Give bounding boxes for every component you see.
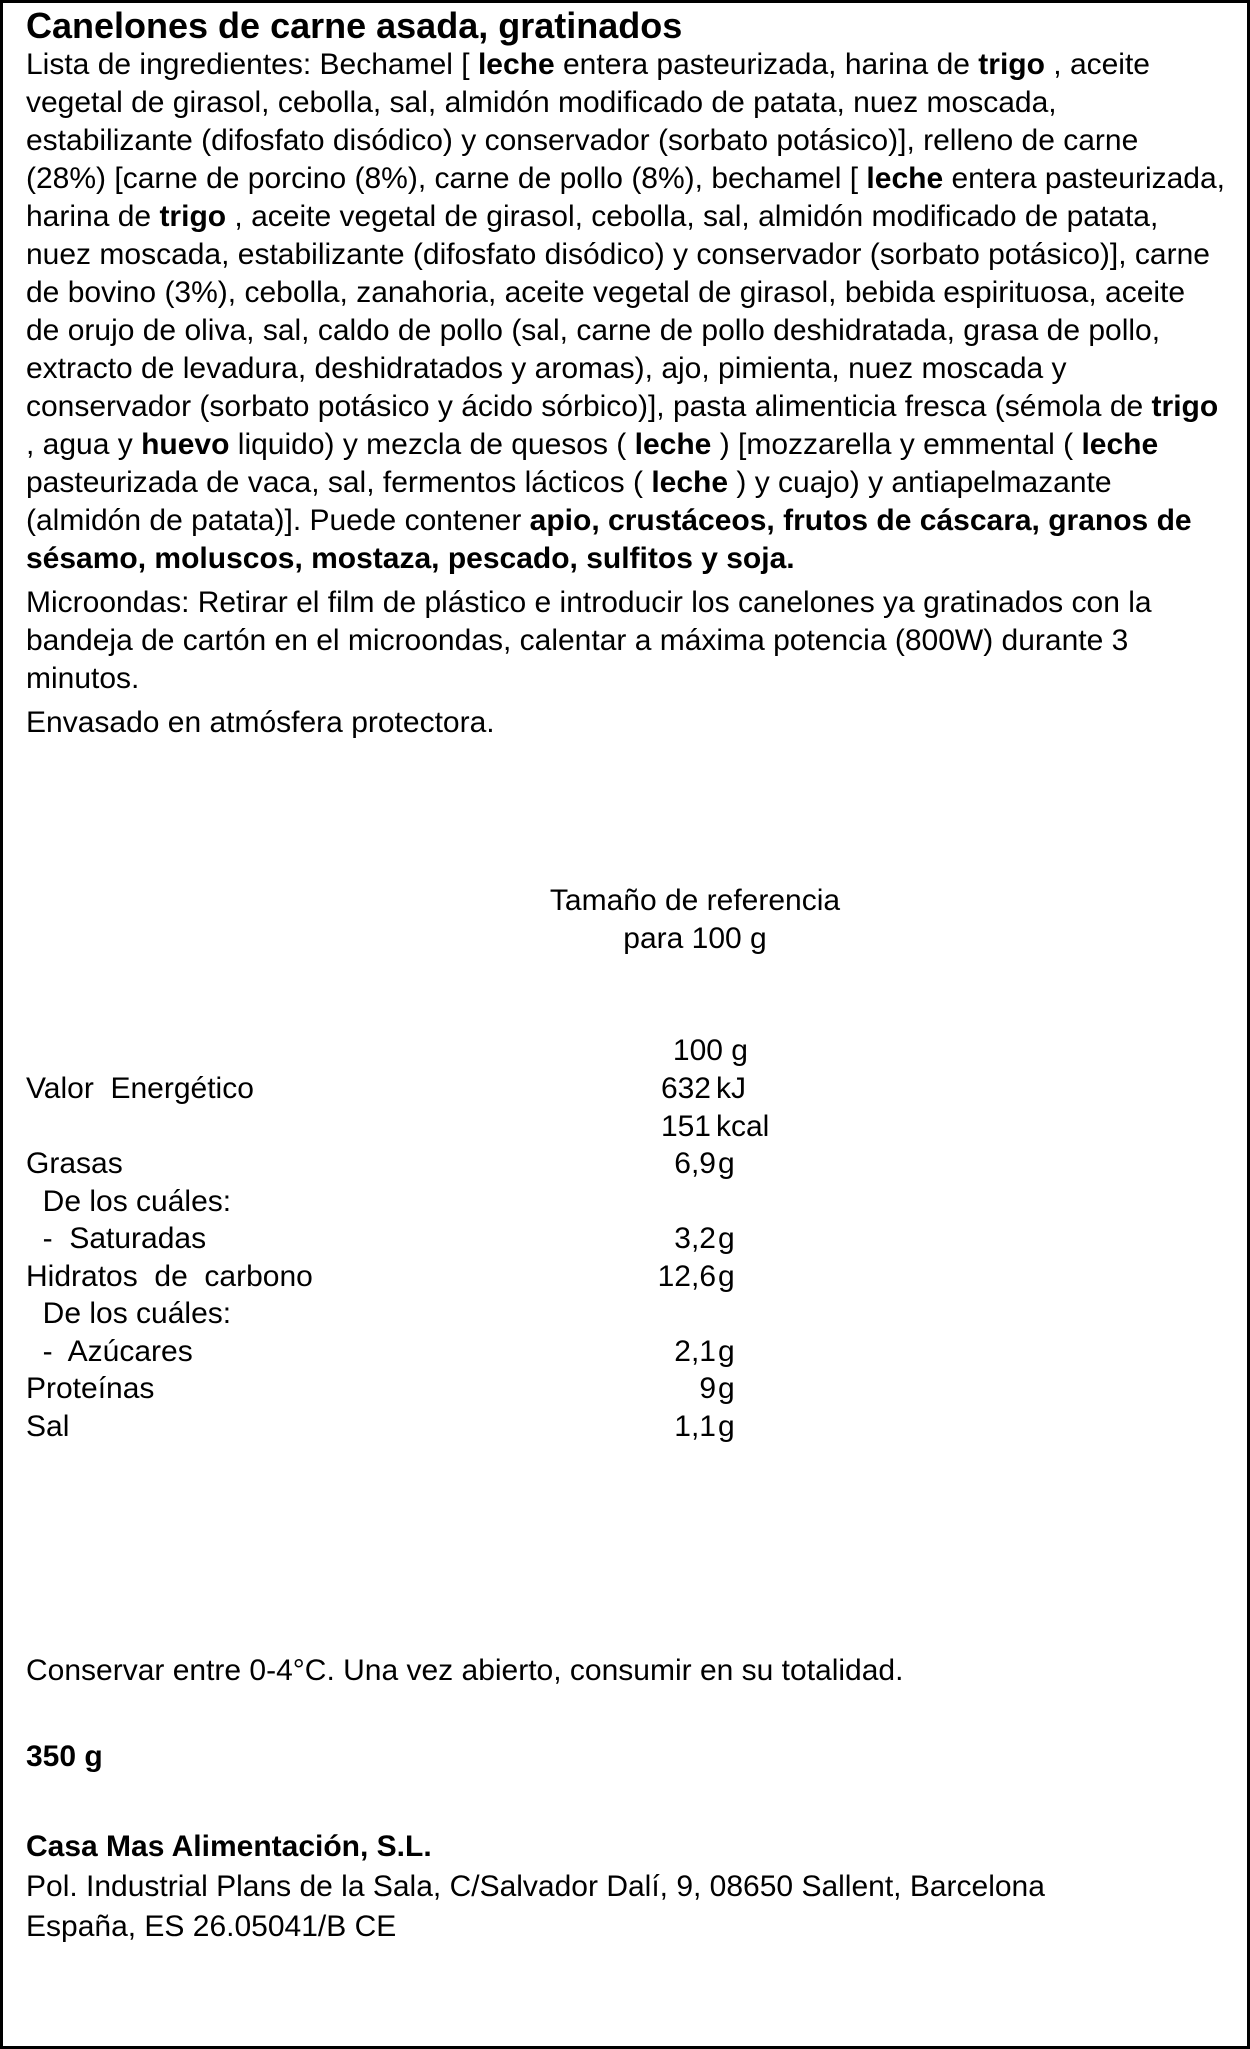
nutrient-value: 9 [699,1372,716,1405]
nutrient-unit: g [718,1409,735,1443]
product-title: Canelones de carne asada, gratinados [26,5,683,46]
ingredient-text: entera pasteurizada, harina de [26,162,1225,233]
nutrient-unit: g [718,1334,735,1368]
nutrient-unit: g [718,1222,735,1255]
company-address: Pol. Industrial Plans de la Sala, C/Salvador Dalí, 9, 08650 Sallent, Barcelona [26,1870,1045,1903]
allergen-text: leche [634,428,712,461]
ingredient-text: ) [mozzarella y emmental ( [711,428,1082,461]
nutrient-unit: g [718,1147,735,1180]
ingredient-text: , aceite vegetal de girasol, cebolla, sal, almidón modificado de patata, nuez moscada, estabilizante (difosfato disódico) y conservador (sorbato potásico)], relleno de carne (28%) [carne de porcino (8%), carne de pollo (8%), bechamel [ [26,48,1150,195]
allergen-text: leche [1081,428,1159,461]
ingredient-text: entera pasteurizada, harina de [554,48,979,81]
nutrient-value: 12,6 [657,1259,716,1293]
label-content [26,6,1226,742]
allergen-text: leche [651,466,729,499]
nutrient-value: 6,9 [674,1147,716,1180]
nutrient-unit: kJ [716,1072,746,1105]
ingredient-text: pasteurizada de vaca, sal, fermentos lácticos ( [26,466,652,499]
storage-note: Conservar entre 0-4°C. Una vez abierto, consumir en su totalidad. [26,1654,904,1687]
ingredient-text: liquido) y mezcla de quesos ( [229,428,635,461]
allergen-text: huevo [141,428,230,461]
allergen-text: leche [477,48,555,81]
nutrient-label: De los cuáles: [26,1297,232,1330]
nutrient-value: 2,1 [674,1334,716,1368]
net-weight: 350 g [26,1740,103,1773]
reference-line-2: para 100 g [623,922,767,955]
nutrient-value: 632 [660,1072,711,1105]
ingredient-text: , agua y [26,428,142,461]
nutrient-label: - Azúcares [26,1334,193,1368]
nutrition-header: 100 g [672,1034,748,1067]
company-country: España, ES 26.05041/B CE [26,1910,397,1943]
nutrient-value: 3,2 [674,1222,716,1255]
company-name: Casa Mas Alimentación, S.L. [26,1830,432,1863]
nutrient-label: Hidratos de carbono [26,1259,313,1293]
allergen-text: trigo [1151,390,1219,423]
allergen-text: apio, crustáceos, frutos de cáscara, granos de sésamo, moluscos, mostaza, pescado, sulfitos y soja. [26,504,1192,575]
nutrient-value: 1,1 [674,1409,716,1443]
nutrient-unit: g [718,1372,735,1405]
nutrient-label: De los cuáles: [26,1184,232,1218]
ingredient-text: , aceite vegetal de girasol, cebolla, sal, almidón modificado de patata, nuez moscada, estabilizante (difosfato disódico) y conservador (sorbato potásico)], carne de bovino (3%), cebolla, zanahoria, aceite vegetal de girasol, bebida espirituosa, aceite de orujo de oliva, sal, caldo de pollo (sal, carne de pollo deshidratada, grasa de pollo, extracto de levadura, deshidratados y aromas), ajo, pimienta, nuez moscada y conservador (sorbato potásico y ácido sórbico)], pasta alimenticia fresca (sémola de [26,200,1210,423]
nutrient-value: 151 [660,1109,711,1143]
allergen-text: trigo [978,48,1045,81]
nutrient-label: Valor Energético [26,1072,254,1105]
nutrient-label: - Saturadas [26,1222,207,1255]
nutrient-label: Proteínas [26,1372,155,1405]
allergen-text: trigo [159,200,227,233]
reference-line-1: Tamaño de referencia [549,884,841,917]
nutrient-unit: kcal [716,1109,770,1143]
packaging-note: Envasado en atmósfera protectora. [26,706,495,739]
ingredient-text: ) y cuajo) y antiapelmazante (almidón de patata)]. Puede contener [26,466,1112,537]
microwave-instructions: Microondas: Retirar el film de plástico e introducir los canelones ya gratinados con la bandeja de cartón en el microondas, calentar a máxima potencia (800W) durante 3 minutos. [26,586,1152,695]
nutrient-unit: g [718,1259,735,1293]
allergen-text: leche [866,162,944,195]
ingredients-list [26,46,1226,578]
nutrient-label: Grasas [26,1147,123,1180]
ingredient-text: Lista de ingredientes: Bechamel [ [26,48,478,81]
nutrient-label: Sal [26,1409,70,1443]
